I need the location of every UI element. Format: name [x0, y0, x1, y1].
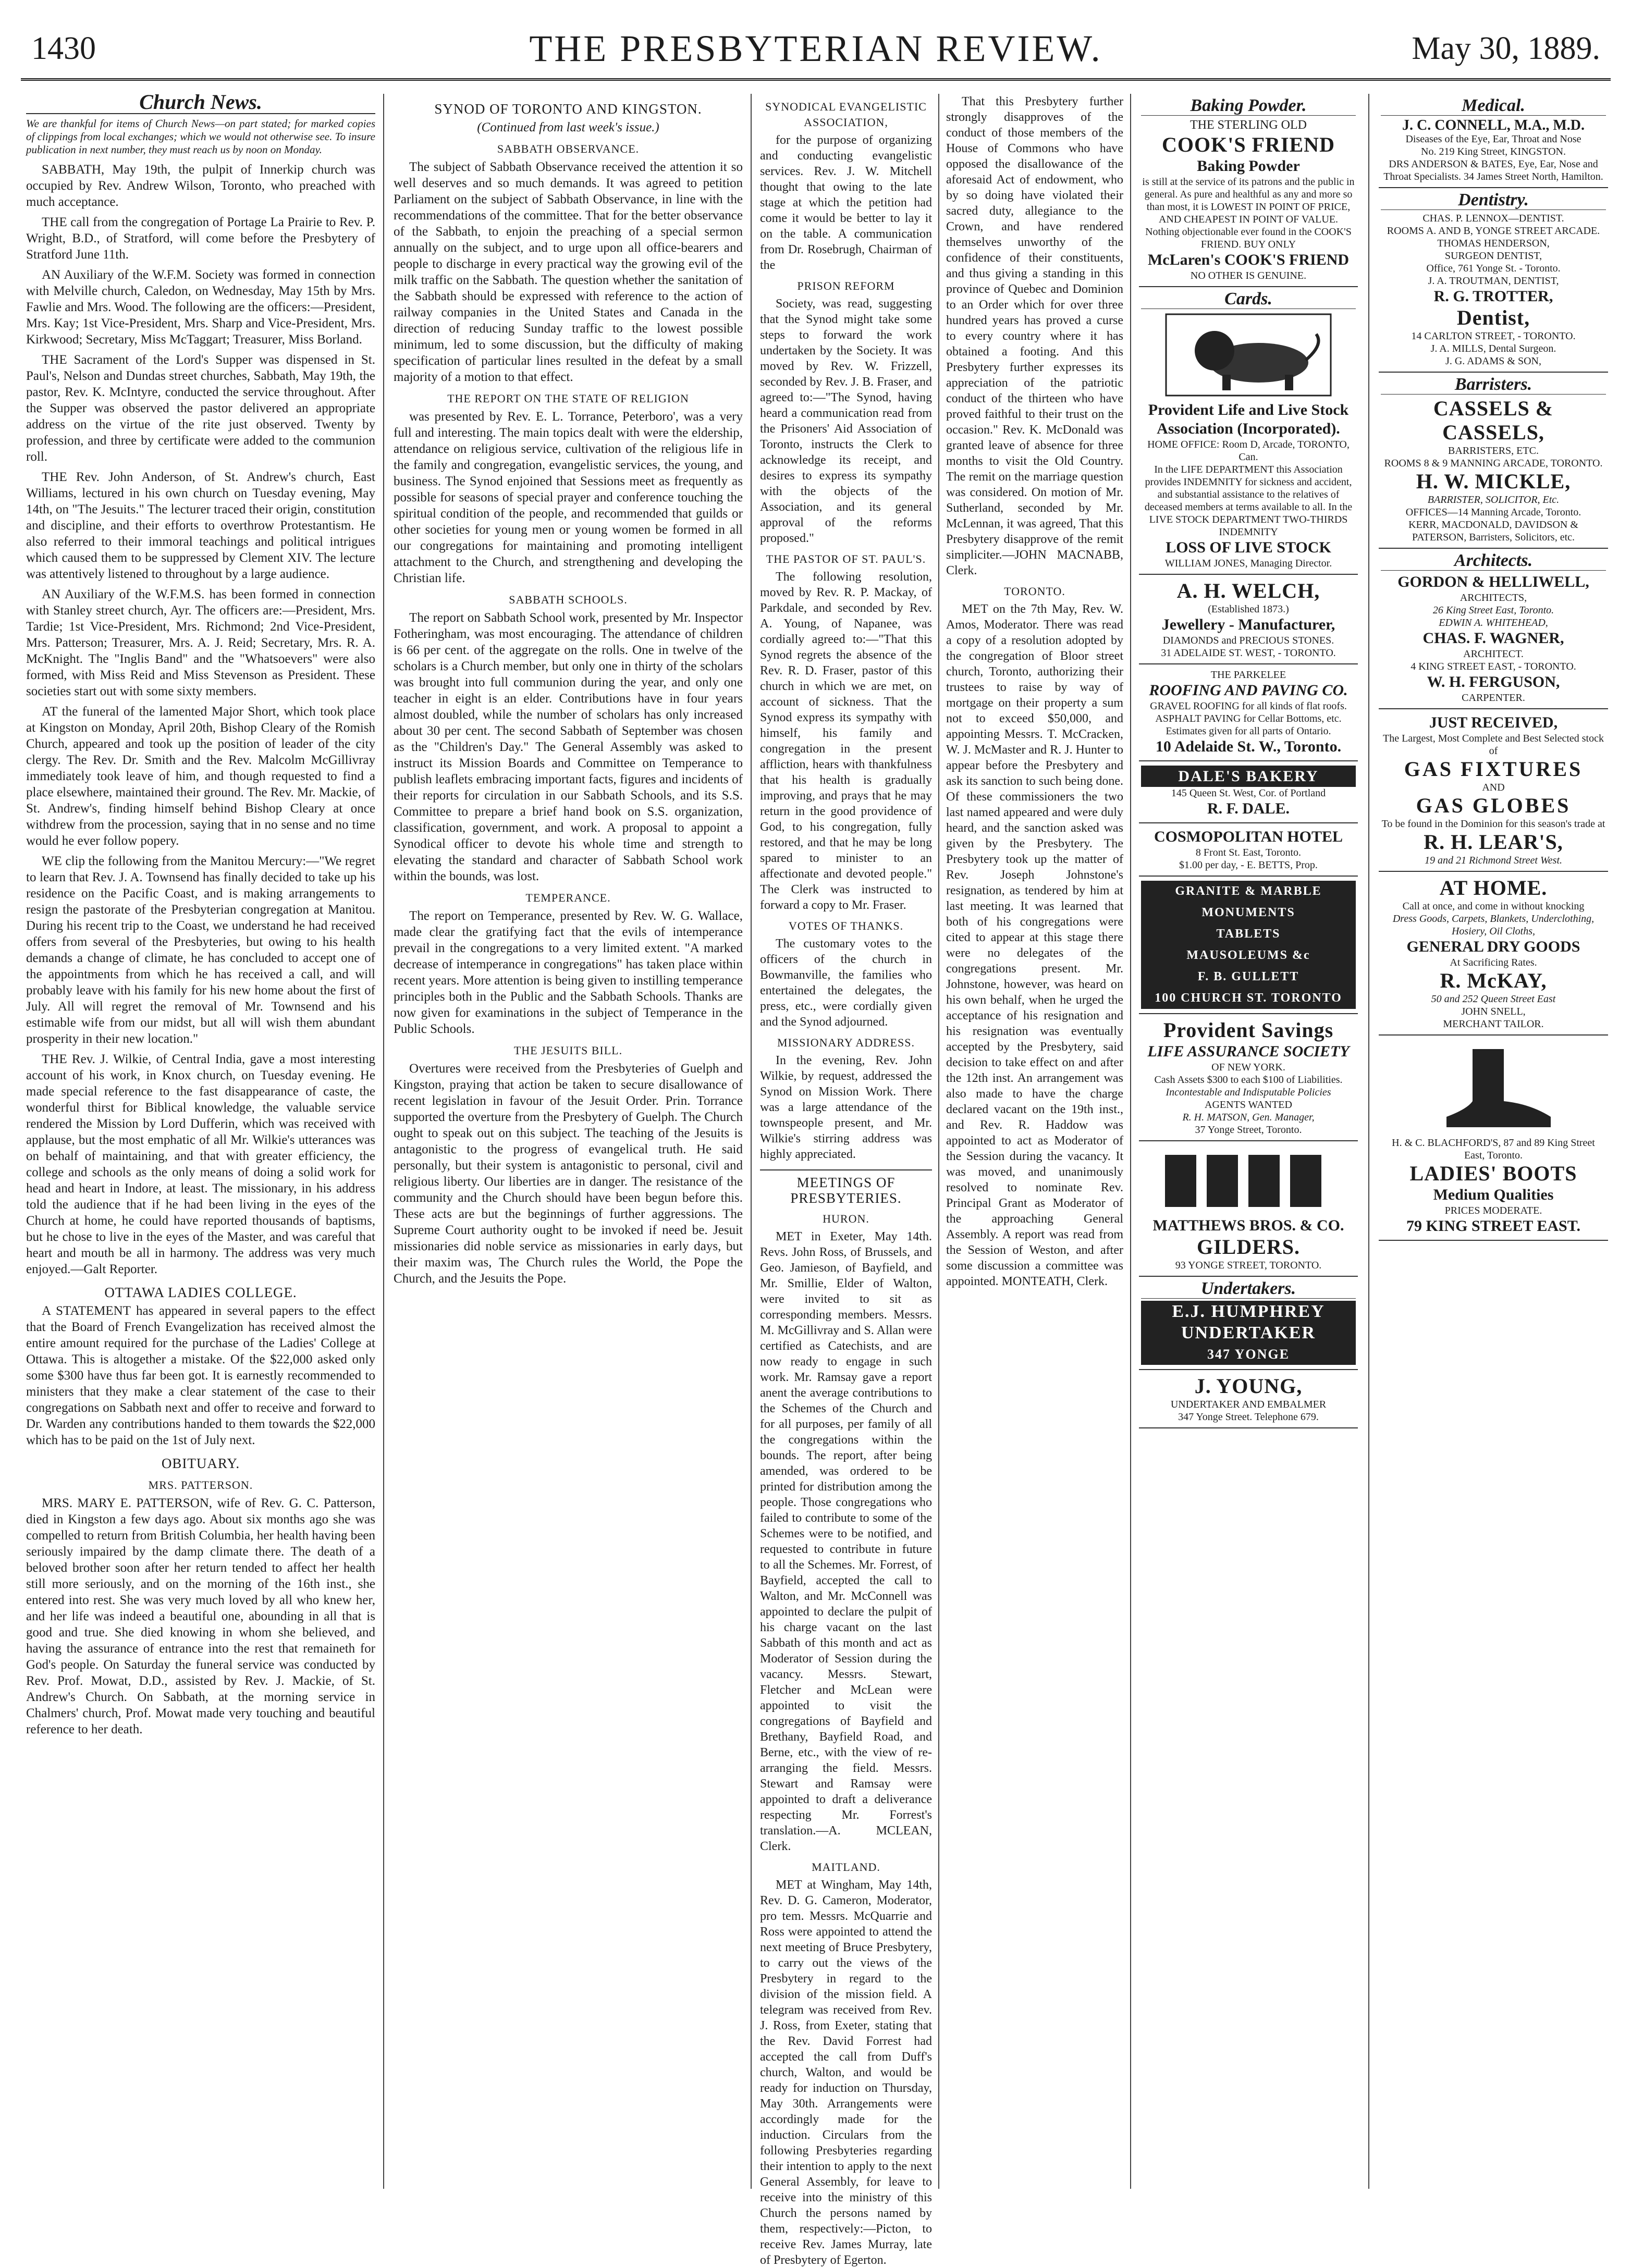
ad-subtitle: GILDERS.	[1196, 1235, 1301, 1259]
article-body: Society, was read, suggesting that the Synod might take some steps to forward the work undertaken by the Society. It was moved by Rev. W. Frizzell, seconded by Rev. J. B. Fraser, and agreed to:—"The Synod, having heard a communication read from the Prisoners' Aid Association of Toronto, instructs the Clerk to acknowledge its receipt, and desires to express its sympathy with the objects of the Association, and its general approval of the reforms proposed."	[760, 297, 932, 545]
column-church-news	[26, 90, 375, 2189]
ad-title: J. YOUNG,	[1194, 1374, 1303, 1398]
news-item: THE Rev. J. Wilkie, of Central India, gave a most interesting account of his work, in Knox church, on Tuesday evening. He made special reference to the fast disappearance of caste, the wonderful thirst for Biblical knowledge, the valuable service rendered the Mission by Lord Dufferin, which was received with applause, but the most emphatic of all Mr. Wilkie's utterances was on behalf of maintaining, and that with greater efficiency, the college and schools as the only means of doing a solid work for head and heart in Indore, at least. The missionary, in his address told the audience that if he had been living in the eyes of the Church at home, he could have reported thousands of baptisms, but he chose to live in the eyes of the Master, and was careful that heart and mouth be all in harmony. The address was very much enjoyed.—Galt Reporter.	[26, 1052, 375, 1276]
ad-title: AT HOME.	[1439, 876, 1548, 899]
ad-title: A. H. WELCH,	[1176, 579, 1320, 602]
ad-signature: WILLIAM JONES, Managing Director.	[1164, 558, 1332, 569]
ad-subtitle: BARRISTER, SOLICITOR, Etc.	[1427, 494, 1560, 506]
ad-title: THOMAS HENDERSON,	[1437, 238, 1550, 249]
ad-title: R. G. TROTTER,	[1433, 288, 1553, 305]
ad-address: 37 Yonge Street, Toronto.	[1195, 1124, 1302, 1136]
section-heading: Baking Powder.	[1141, 98, 1356, 116]
ad-line: UNDERTAKER	[1141, 1322, 1356, 1343]
ad-title: W. H. FERGUSON,	[1427, 673, 1560, 691]
ad-body: Diseases of the Eye, Ear, Throat and Nose	[1405, 133, 1581, 145]
ad-subtitle: GENERAL DRY GOODS	[1406, 938, 1580, 955]
section-heading: Dentistry.	[1381, 192, 1606, 210]
ad-line: SURGEON DENTIST,	[1444, 250, 1542, 262]
ad-title: Provident Life and Live Stock Association (Incorporated).	[1148, 401, 1349, 437]
article-body: MET on the 7th May, Rev. W. Amos, Moderator. There was read a copy of a resolution adopted by the congregation of Bloor street church, Toronto, authorizing their trustees to raise by way of mortgage on their property a sum not to exceed $50,000, and appointing Messrs. T. McCracken, W. J. McMaster and R. J. Hunter to appear before the Presbytery and ask its sanction to such being done. Of these commissioners the two last named appeared and were duly heard, and the sanction asked was given by the Presbytery. The Presbytery took up the matter of Rev. Joseph Johnstone's resignation, as tendered by him at last meeting. It was learned that both of his congregations were cited to appear at this stage there were no delegates of the congregations present. Mr. Johnstone, however, was heard on his own behalf, when he urged the acceptance of his resignation and his resignation was eventually accepted by the Presbytery, said decision to take effect on and after the 12th inst. An arrangement was also made to have the charge declared vacant on the 19th inst., and Rev. R. Haddow was appointed to act as Moderator of the Session during the vacancy. It was moved, and unanimously resolved to nominate Rev. Principal Grant as Moderator of the approaching General Assembly. A report was read from the Session of Weston, and after some discussion a committee was appointed. MONTEATH, Clerk.	[946, 602, 1123, 1288]
article-subheading: TEMPERANCE.	[525, 891, 611, 904]
ad-subtitle: ARCHITECT.	[1463, 648, 1524, 660]
ad-welch	[1139, 575, 1358, 664]
ad-address: 145 Queen St. West, Cor. of Portland	[1171, 787, 1326, 799]
column-rule	[751, 94, 752, 2189]
article-subheading: SABBATH OBSERVANCE.	[497, 142, 640, 155]
article-subheading: THE JESUITS BILL.	[513, 1044, 623, 1057]
article-body: was presented by Rev. E. L. Torrance, Peterboro', was a very full and interesting. The main topics dealt with were the eldership, attendance on religious service, cultivation of the religious life in the family and congregation, evangelistic services, the young, and business. The Synod enjoined that Sessions meet as frequently as possible for seasons of special prayer and conference touching the spiritual condition of the people, and recommended that guilds or other societies for young men or young women be formed in all our congregations for maintaining and promoting intelligent attachment to the Church, and strengthening and developing the Christian life.	[394, 410, 743, 585]
section-heading: Church News.	[26, 94, 375, 114]
article-subheading: MRS. PATTERSON.	[148, 1478, 253, 1492]
ad-address: 14 CARLTON STREET, - TORONTO.	[1411, 330, 1576, 342]
ad-address: 26 King Street East, Toronto.	[1432, 605, 1554, 616]
ad-body: DRS ANDERSON & BATES, Eye, Ear, Nose and Throat Specialists. 34 James Street North, Hamilton.	[1383, 158, 1603, 182]
ad-address: 4 KING STREET EAST, - TORONTO.	[1411, 661, 1576, 672]
ad-line: TABLETS	[1141, 923, 1356, 945]
ad-address: Office, 761 Yonge St. - Toronto.	[1426, 263, 1561, 274]
ad-line: $1.00 per day, - E. BETTS, Prop.	[1179, 859, 1318, 871]
article-body: In the evening, Rev. John Wilkie, by request, addressed the Synod on Mission Work. There was a large attendance of the townspeople present, and Mr. Wilkie's stirring address was highly appreciated.	[760, 1054, 932, 1161]
article-subheading: THE REPORT ON THE STATE OF RELIGION	[447, 392, 689, 405]
article-subheading: SABBATH SCHOOLS.	[509, 593, 628, 606]
news-item: THE Rev. John Anderson, of St. Andrew's church, East Williams, lectured in his own church on Tuesday evening, May 14th, on "The Jesuits." The lecturer traced their origin, constitution and discipline, and their efforts to overthrow Protestantism. He also referred to their immoral teachings and political intrigues which caused them to be suppressed by Clement XIV. The lecture was attentively listened to throughout by a large audience.	[26, 470, 375, 581]
issue-date: May 30, 1889.	[1412, 31, 1600, 66]
article-subheading: MAITLAND.	[812, 1860, 880, 1873]
ad-address: ROOMS 8 & 9 MANNING ARCADE, TORONTO.	[1384, 458, 1603, 469]
ad-lear	[1379, 709, 1608, 872]
article-heading: OBITUARY.	[161, 1456, 240, 1471]
news-item: AN Auxiliary of the W.F.M. Society was formed in connection with Melville church, Caledon, on Wednesday, May 15th by Mrs. Fawlie and Mrs. Wood. The following are the officers:—President, Mrs. Kay; 1st Vice-President, Mrs. Sharp and Vice-President, Mrs. Kirkwood; Secretary, Miss McTaggart; Treasurer, Miss Borland.	[26, 268, 375, 347]
article-subheading: MISSIONARY ADDRESS.	[777, 1036, 915, 1049]
ad-title: CHAS. F. WAGNER,	[1422, 630, 1564, 647]
column-synod-continued	[760, 94, 932, 2267]
news-item: THE call from the congregation of Portage La Prairie to Rev. P. Wright, B.D., of Stratford, will come before the Presbytery of Stratford June 11th.	[26, 215, 375, 262]
article-body: The subject of Sabbath Observance received the attention it so well deserves and so much demands. It was agreed to petition Parliament on the subject of Sabbath Observance, in line with the recommendations of the committee. That for the better observance of the Sabbath, to enjoin the preaching of a special sermon annually on the subject, and to urge upon all office-bearers and people to discharge in every practical way the growing evil of the milk traffic on the Sabbath. The question whether the sanitation of the Sabbath should be expressed with reference to the action of railway companies in the United States and Canada in the direction of reducing Sunday traffic to the lowest possible minimum, led to some discussion, but the difficulty of making specification of particular lines resulted in the defeat by a small majority of a motion to that effect.	[394, 160, 743, 384]
newspaper-title: THE PRESBYTERIAN REVIEW.	[529, 28, 1102, 69]
ad-subtitle: CARPENTER.	[1462, 692, 1525, 704]
lion-icon	[1165, 313, 1332, 397]
ad-title: JUST RECEIVED,	[1429, 714, 1558, 731]
section-heading: Undertakers.	[1141, 1281, 1356, 1299]
ad-title: COSMOPOLITAN HOTEL	[1154, 828, 1343, 845]
ad-subtitle: Medium Qualities	[1433, 1186, 1554, 1203]
ad-young	[1139, 1370, 1358, 1428]
ad-footer: McLaren's COOK'S FRIEND	[1147, 251, 1350, 268]
ad-provident-savings	[1139, 1014, 1358, 1141]
ad-title: CASSELS & CASSELS,	[1433, 397, 1554, 444]
ad-line: GRANITE & MARBLE	[1141, 881, 1356, 902]
article-body: That this Presbytery further strongly disapproves of the conduct of those members of the House of Commons who have opposed the disallowance of the aforesaid Act of endowment, who by so doing have violated their sacred duty, allegiance to the Crown, and have rendered themselves unworthy of the confidence of their constituents, and thus giving a standing in this province of Quebec and Dominion to an Order which for over three hundred years has proved a curse to every country where it has obtained a footing. And this Presbytery further expresses its appreciation of the patriotic conduct of the thirteen who have proved faithful to their trust on the occasion." Rev. K. McDonald was granted leave of absence for three months to visit the Old Country. The remit on the marriage question was considered. On motion of Mr. Sutherland, seconded by Mr. McLennan, it was agreed, That this Presbytery disapprove of the remit simpliciter.—JOHN MACNABB, Clerk.	[946, 95, 1123, 577]
article-body: MRS. MARY E. PATTERSON, wife of Rev. G. C. Patterson, died in Kingston a few days ago. About six months ago she was compelled to return from British Columbia, her health having been seriously impaired by the damp climate there. The death of a beloved brother soon after her return tended to affect her health still more seriously, and on the morning of the 16th inst., she entered into rest. She was very much loved by all who knew her, and her life was indeed a beautiful one, abounding in all that is good and true. She died knowing in whom she believed, and having the assurance of entrance into the rest that remaineth for God's people. On Saturday the funeral service was conducted by Rev. Prof. Mowat, D.D., assisted by Rev. J. Mackie, of St. Andrew's Church. On Sabbath, at the morning service in Chalmers' church, Prof. Mowat made very touching and beautiful reference to her death.	[26, 1496, 375, 1736]
ad-subtitle: Dentist,	[1456, 306, 1530, 329]
ad-body: KERR, MACDONALD, DAVIDSON & PATERSON, Barristers, Solicitors, etc.	[1408, 519, 1578, 543]
ad-line: The Largest, Most Complete and Best Selected stock of	[1383, 733, 1604, 757]
ad-cosmopolitan	[1139, 823, 1358, 877]
page-number: 1430	[31, 31, 96, 66]
article-heading: MEETINGS OF PRESBYTERIES.	[760, 1169, 932, 1206]
ad-title: R. McKAY,	[1440, 969, 1547, 992]
ad-line: DIAMONDS and PRECIOUS STONES.	[1162, 635, 1334, 646]
ad-title: J. A. MILLS, Dental Surgeon.	[1430, 343, 1556, 354]
continued-note: (Continued from last week's issue.)	[477, 120, 659, 134]
ad-title: COOK'S FRIEND	[1162, 133, 1335, 156]
ad-line: MAUSOLEUMS &c	[1141, 945, 1356, 966]
news-item: AN Auxiliary of the W.F.M.S. has been formed in connection with Stanley street church, Ayr. The officers are:—President, Mrs. Tardie; 1st Vice-President, Mrs. Richmond; 2nd Vice-President, Mrs. Patterson; Treasurer, Mrs. A. J. Reid; Secretary, Mrs. R. A. McKnight. The "Inglis Band" and the "Whatsoevers" were also formed, with Miss Reid and Miss Stevenson as President. These societies start out with some sixty members.	[26, 587, 375, 698]
article-subheading: THE PASTOR OF ST. PAUL'S.	[766, 552, 926, 565]
ad-title: MATTHEWS BROS. & CO.	[1152, 1217, 1344, 1234]
ad-title: H. W. MICKLE,	[1416, 470, 1571, 493]
article-heading: OTTAWA LADIES COLLEGE.	[104, 1285, 297, 1300]
ad-line: Call at once, and come in without knocking	[1402, 901, 1585, 912]
ad-humphrey	[1139, 1277, 1358, 1370]
ad-subtitle: Jewellery - Manufacturer,	[1161, 616, 1335, 633]
editor-note: We are thankful for items of Church News—on part stated; for marked copies of clippings from local exchanges; which we would not otherwise see. To insure publication in next number, they must reach us by noon on Monday.	[26, 117, 375, 156]
ad-body: GRAVEL ROOFING for all kinds of flat roofs. ASPHALT PAVING for Cellar Bottoms, etc. Estimates given for all parts of Ontario.	[1150, 700, 1347, 737]
column-ads-left	[1139, 94, 1358, 2189]
column-synod	[394, 94, 743, 2189]
ad-line: THE STERLING OLD	[1190, 118, 1307, 132]
ad-line: (Established 1873.)	[1208, 603, 1289, 615]
ad-subtitle: LIFE ASSURANCE SOCIETY	[1147, 1043, 1350, 1060]
article-body: Overtures were received from the Presbyteries of Guelph and Kingston, praying that action be taken to secure disallowance of recent legislation in favour of the Jesuit Order. Prin. Torrance supported the overture from the Presbytery of Guelph. The Church ought to speak out on this subject. The teaching of the Jesuits is antagonistic to the progress of evangelical truth. He said personally, but their system is antagonistic to personal, civil and religious liberty. Our liberties are in danger. The resistance of the community and the Church should have been begun before this. These acts are but the beginnings of further aggressions. The Supreme Court authority ought to be invoked if need be. Jesuit missionaries did noble service as missionaries in early days, but their maxim was, The Church rules the World, the Pope the Church, and the Jesuits the Pope.	[394, 1062, 743, 1286]
ad-title: GORDON & HELLIWELL,	[1397, 573, 1589, 590]
article-body: The following resolution, moved by Rev. R. P. Mackay, of Parkdale, and seconded by Rev. A. Young, of Napanee, was cordially agreed to:—"That this Synod regrets the absence of the Rev. R. D. Fraser, pastor of this church in which we are met, on account of sickness. That the Synod express its sympathy with himself, his family and congregation in the present affliction, hears with thankfulness that his health is gradually improving, and prays that he may return in the good providence of God, to his congregation, fully restored, and that he may be long spared to minister to an affectionate and devoted people." The Clerk was instructed to forward a copy to Mr. Fraser.	[760, 570, 932, 912]
news-item: WE clip the following from the Manitou Mercury:—"We regret to learn that Rev. J. A. Townsend has finally decided to take up his residence on the Pacific Coast, and is making arrangements to resign the pastorate of the Presbyterian congregation at Manitou. During his recent trip to the Coast, we understand he had received offers from several of the Presbyteries, but owing to his health demands a change of climate, he has concluded to accept one of the appointments from which he has received a call, and will probably leave with his family for his new home about the first of July. All will regret the removal of Mr. Townsend and his estimable wife from our midst, but all will wish them abundant prosperity in their new location."	[26, 854, 375, 1046]
news-item: AT the funeral of the lamented Major Short, which took place at Kingston on Monday, April 20th, Bishop Cleary of the Romish Church, appeared and took up the position of leader of the city clergy. The Rev. Dr. Smith and the Rev. Malcolm McGillivray immediately took leave of him, and though requested to find a place elsewhere, maintained their ground. The Rev. Mr. Mackie, of St. Andrew's, finding himself behind Bishop Cleary at once withdrew from the procession, saying that in no sense and no time would he ever follow popery.	[26, 705, 375, 848]
article-subheading: VOTES OF THANKS.	[788, 919, 904, 932]
article-body: A STATEMENT has appeared in several papers to the effect that the Board of French Evangelization has received almost the entire amount required for the purchase of the Ladies' College at Ottawa. This is altogether a mistake. Of the $22,000 asked only some $300 have thus far been got. It is earnestly recommended to ministers that they make a clear statement of the case to their congregations on Sabbath next and offer to receive and forward to Dr. Warden any contributions handed to them towards the $22,000 which has to be paid on the 1st of July next.	[26, 1304, 375, 1447]
ad-line: 100 CHURCH ST. TORONTO	[1141, 988, 1356, 1009]
article-subheading: TORONTO.	[1004, 585, 1065, 598]
article-body: MET in Exeter, May 14th. Revs. John Ross, of Brussels, and Geo. Jamieson, of Bayfield, and Mr. Smillie, Elder of Walton, were invited to sit as corresponding members. Messrs. M. McGillivray and S. Allan were certified as Catechists, and are now ready to engage in such work. Mr. Ramsay gave a report anent the average contributions to the Schemes of the Church and for all purposes, per family of all the congregations within the bounds. The report, after being amended, was ordered to be printed for distribution among the people. Those congregations who failed to contribute to some of the Schemes were to be notified, and requested to contribute in future to all the Schemes. Mr. Forrest, of Bayfield, accepted the call to Walton, and Mr. McConnell was appointed to declare the pulpit of his charge vacant on the last Sabbath of this month and act as Moderator of Session during the vacancy. Messrs. Stewart, Fletcher and McLean were appointed to visit the congregations of Bayfield and Brethany, Bayfield Road, and Berne, etc., with the view of re-arranging the field. Messrs. Stewart and Ramsay were appointed to draft a deliverance respecting Mr. Forrest's translation.—A. MCLEAN, Clerk.	[760, 1230, 932, 1853]
ad-title: GAS FIXTURES	[1404, 757, 1583, 781]
article-subheading: HURON.	[823, 1212, 869, 1225]
ad-architects	[1379, 549, 1608, 709]
ad-address: 31 ADELAIDE ST. WEST, - TORONTO.	[1161, 647, 1336, 659]
ad-title: CHAS. P. LENNOX—DENTIST.	[1422, 213, 1564, 224]
ad-title: R. H. LEAR'S,	[1424, 830, 1563, 854]
article-body: for the purpose of organizing and conducting evangelistic services. Rev. J. W. Mitchell thought that owing to the late stage at which the petition had come it would be better to lay it on the table. A communication from Dr. Rosebrugh, Chairman of the	[760, 133, 932, 272]
article-subheading: PRISON REFORM	[797, 279, 895, 292]
news-item: SABBATH, May 19th, the pulpit of Innerkip church was occupied by Rev. Andrew Wilson, Toronto, who preached with much acceptance.	[26, 163, 375, 209]
ad-subtitle: MERCHANT TAILOR.	[1443, 1018, 1544, 1030]
column-presbyteries	[946, 94, 1123, 2189]
ad-line: Dress Goods, Carpets, Blankets, Underclothing, Hosiery, Oil Cloths,	[1392, 913, 1595, 937]
ad-address: OFFICES—14 Manning Arcade, Toronto.	[1405, 507, 1581, 518]
ad-title: ROOFING AND PAVING CO.	[1149, 682, 1348, 699]
ad-subtitle: LOSS OF LIVE STOCK	[1166, 539, 1331, 556]
ad-line: E.J. HUMPHREY	[1141, 1301, 1356, 1322]
column-ads-right	[1379, 94, 1608, 2189]
ad-dale	[1139, 761, 1358, 823]
article-body: MET at Wingham, May 14th, Rev. D. G. Cameron, Moderator, pro tem. Messrs. McQuarrie and Ross were appointed to attend the next meeting of Bruce Presbytery, to carry out the views of the Presbytery in regard to the division of the mission field. A telegram was received from Rev. J. Ross, from Exeter, stating that the Rev. David Forrest had accepted the call from Duff's church, Walton, and would be ready for induction on Thursday, May 30th. Arrangements were accordingly made for the induction. Circulars from the following Presbyteries regarding their intention to apply to the next General Assembly, for leave to receive into the ministry of this Church the persons named by them, respectively:—Picton, to receive Rev. James Murray, late of Presbytery of Egerton.	[760, 1878, 932, 2267]
ad-address: 93 YONGE STREET, TORONTO.	[1175, 1260, 1322, 1271]
ad-subtitle: ARCHITECTS,	[1460, 592, 1527, 603]
ad-subtitle: UNDERTAKER AND EMBALMER	[1170, 1399, 1327, 1410]
ad-body: H. & C. BLACHFORD'S, 87 and 89 King Street East, Toronto.	[1392, 1137, 1595, 1161]
section-heading: Barristers.	[1381, 377, 1606, 395]
ad-title: Provident Savings	[1163, 1018, 1334, 1042]
ad-matthews	[1139, 1141, 1358, 1277]
ad-office: HOME OFFICE: Room D, Arcade, TORONTO, Can.	[1147, 439, 1350, 463]
ad-title: LADIES' BOOTS	[1409, 1162, 1577, 1185]
ad-dentists	[1379, 188, 1608, 373]
section-heading: Architects.	[1381, 553, 1606, 571]
ad-address: No. 219 King Street, KINGSTON.	[1421, 146, 1566, 157]
ad-line: F. B. GULLETT	[1141, 966, 1356, 988]
article-subheading: SYNODICAL EVANGELISTIC ASSOCIATION,	[765, 100, 927, 129]
ad-line: To be found in the Dominion for this season's trade at	[1381, 818, 1605, 830]
ad-line: OF NEW YORK.	[1211, 1062, 1285, 1073]
article-body: The report on Sabbath School work, presented by Mr. Inspector Fotheringham, was most encouraging. The attendance of children is 66 per cent. of the aggregate on the rolls. One in twelve of the scholars is a Church member, but only one in thirty of the scholars was brought into full communion during the year, and only one teacher in eight is an elder. Contributions have in four years almost doubled, while the number of scholars has only increased about 30 per cent. The second Sabbath of September was chosen as the "Children's Day." The General Assembly was asked to instruct its Mission Boards and Committee on Temperance to publish leaflets embracing important facts, figures and incidents of their reports for circulation in our Sabbath Schools, and its S.S. Committee to prepare a brief hand book on S.S. organization, classification, government, and work. A proposal to appoint a Synodical officer to devote his whole time and strength to elevating the standard and character of Sabbath School work within the bounds, was lost.	[394, 611, 743, 883]
column-rule	[383, 94, 384, 2189]
ad-title: GAS GLOBES	[1416, 794, 1571, 817]
ad-connell	[1379, 94, 1608, 188]
ad-address: 79 KING STREET EAST.	[1406, 1217, 1580, 1235]
ad-provident-life	[1139, 287, 1358, 575]
section-heading: Cards.	[1141, 291, 1356, 309]
ad-mckay	[1379, 872, 1608, 1036]
ad-barristers	[1379, 373, 1608, 549]
article-heading: SYNOD OF TORONTO AND KINGSTON.	[434, 101, 702, 117]
ad-boots	[1379, 1036, 1608, 1241]
ad-line: MONUMENTS	[1141, 902, 1356, 923]
ad-address: 50 and 252 Queen Street East	[1431, 993, 1556, 1005]
column-rule	[1130, 94, 1131, 2189]
ad-title: J. A. TROUTMAN, DENTIST,	[1428, 275, 1559, 287]
ad-line: Cash Assets $300 to each $100 of Liabilities.	[1154, 1074, 1343, 1086]
ad-address: 347 Yonge Street. Telephone 679.	[1178, 1411, 1319, 1423]
ad-line: AND	[1482, 782, 1505, 793]
ad-title: J. G. ADAMS & SON,	[1445, 355, 1541, 367]
ad-line: R. H. MATSON, Gen. Manager,	[1182, 1112, 1315, 1123]
newspaper-page	[21, 16, 1611, 2267]
ad-footer-note: NO OTHER IS GENUINE.	[1190, 270, 1307, 281]
ad-roofing	[1139, 664, 1358, 761]
ad-line: At Sacrificing Rates.	[1450, 957, 1537, 968]
ad-body: In the LIFE DEPARTMENT this Association provides INDEMNITY for sickness and accident, and substantial assistance to the relatives of deceased members at terms available to all. In the LIVE STOCK DEPARTMENT TWO-THIRDS INDEMNITY	[1144, 464, 1353, 538]
frames-icon	[1160, 1150, 1337, 1212]
ad-cooks-friend	[1139, 94, 1358, 287]
ad-title: R. F. DALE.	[1207, 800, 1290, 817]
boot-icon	[1426, 1044, 1561, 1132]
ad-line: THE PARKELEE	[1210, 669, 1286, 681]
ad-address: 8 Front St. East, Toronto.	[1195, 847, 1302, 858]
ad-line: 347 YONGE	[1141, 1343, 1356, 1365]
column-rule	[938, 94, 939, 2189]
ad-subtitle: BARRISTERS, ETC.	[1448, 445, 1539, 457]
section-heading: Medical.	[1381, 98, 1606, 116]
article-body: The customary votes to the officers of the church in Bowmanville, the families who entertained the delegates, the press, etc., were cordially given and the Synod adjourned.	[760, 937, 932, 1029]
news-item: THE Sacrament of the Lord's Supper was dispensed in St. Paul's, Nelson and Dundas street churches, Sabbath, May 19th, the pastor, Rev. K. McIntyre, conducted the service throughout. After the Supper was observed the pastor delivered an appropriate address on the virtue of the rite just observed. Twenty by profession, and three by certificate were added to the communion roll.	[26, 353, 375, 464]
column-rule	[1368, 94, 1369, 2189]
ad-title: EDWIN A. WHITEHEAD,	[1439, 617, 1548, 628]
ad-body: is still at the service of its patrons and the public in general. As pure and healthful as any and more so than most, it is LOWEST IN POINT OF PRICE, AND CHEAPEST IN POINT OF VALUE. Nothing objectionable ever found in the COOK'S FRIEND. BUY ONLY	[1142, 176, 1355, 250]
ad-address: ROOMS A. AND B, YONGE STREET ARCADE.	[1387, 225, 1600, 237]
ad-address: 10 Adelaide St. W., Toronto.	[1155, 738, 1342, 755]
ad-subtitle: Baking Powder	[1197, 157, 1300, 175]
ad-line: AGENTS WANTED	[1205, 1099, 1292, 1111]
ad-granite	[1139, 877, 1358, 1014]
ad-line: Incontestable and Indisputable Policies	[1166, 1087, 1331, 1098]
ad-line: PRICES MODERATE.	[1444, 1205, 1542, 1216]
ad-title: J. C. CONNELL, M.A., M.D.	[1402, 117, 1585, 133]
ad-banner: DALE'S BAKERY	[1141, 766, 1356, 787]
masthead	[21, 16, 1611, 81]
ad-title: JOHN SNELL,	[1461, 1006, 1526, 1017]
article-body: The report on Temperance, presented by Rev. W. G. Wallace, made clear the gratifying fact that the evils of intemperance prevail in the congregations to a very limited extent. "A marked decrease of intemperance in congregations" has taken place within recent years. More attention is being given to instilling temperance principles both in the Public and the Sabbath Schools. Thanks are now given for examinations in the subject of Temperance in the Public Schools.	[394, 909, 743, 1036]
ad-address: 19 and 21 Richmond Street West.	[1424, 855, 1563, 866]
